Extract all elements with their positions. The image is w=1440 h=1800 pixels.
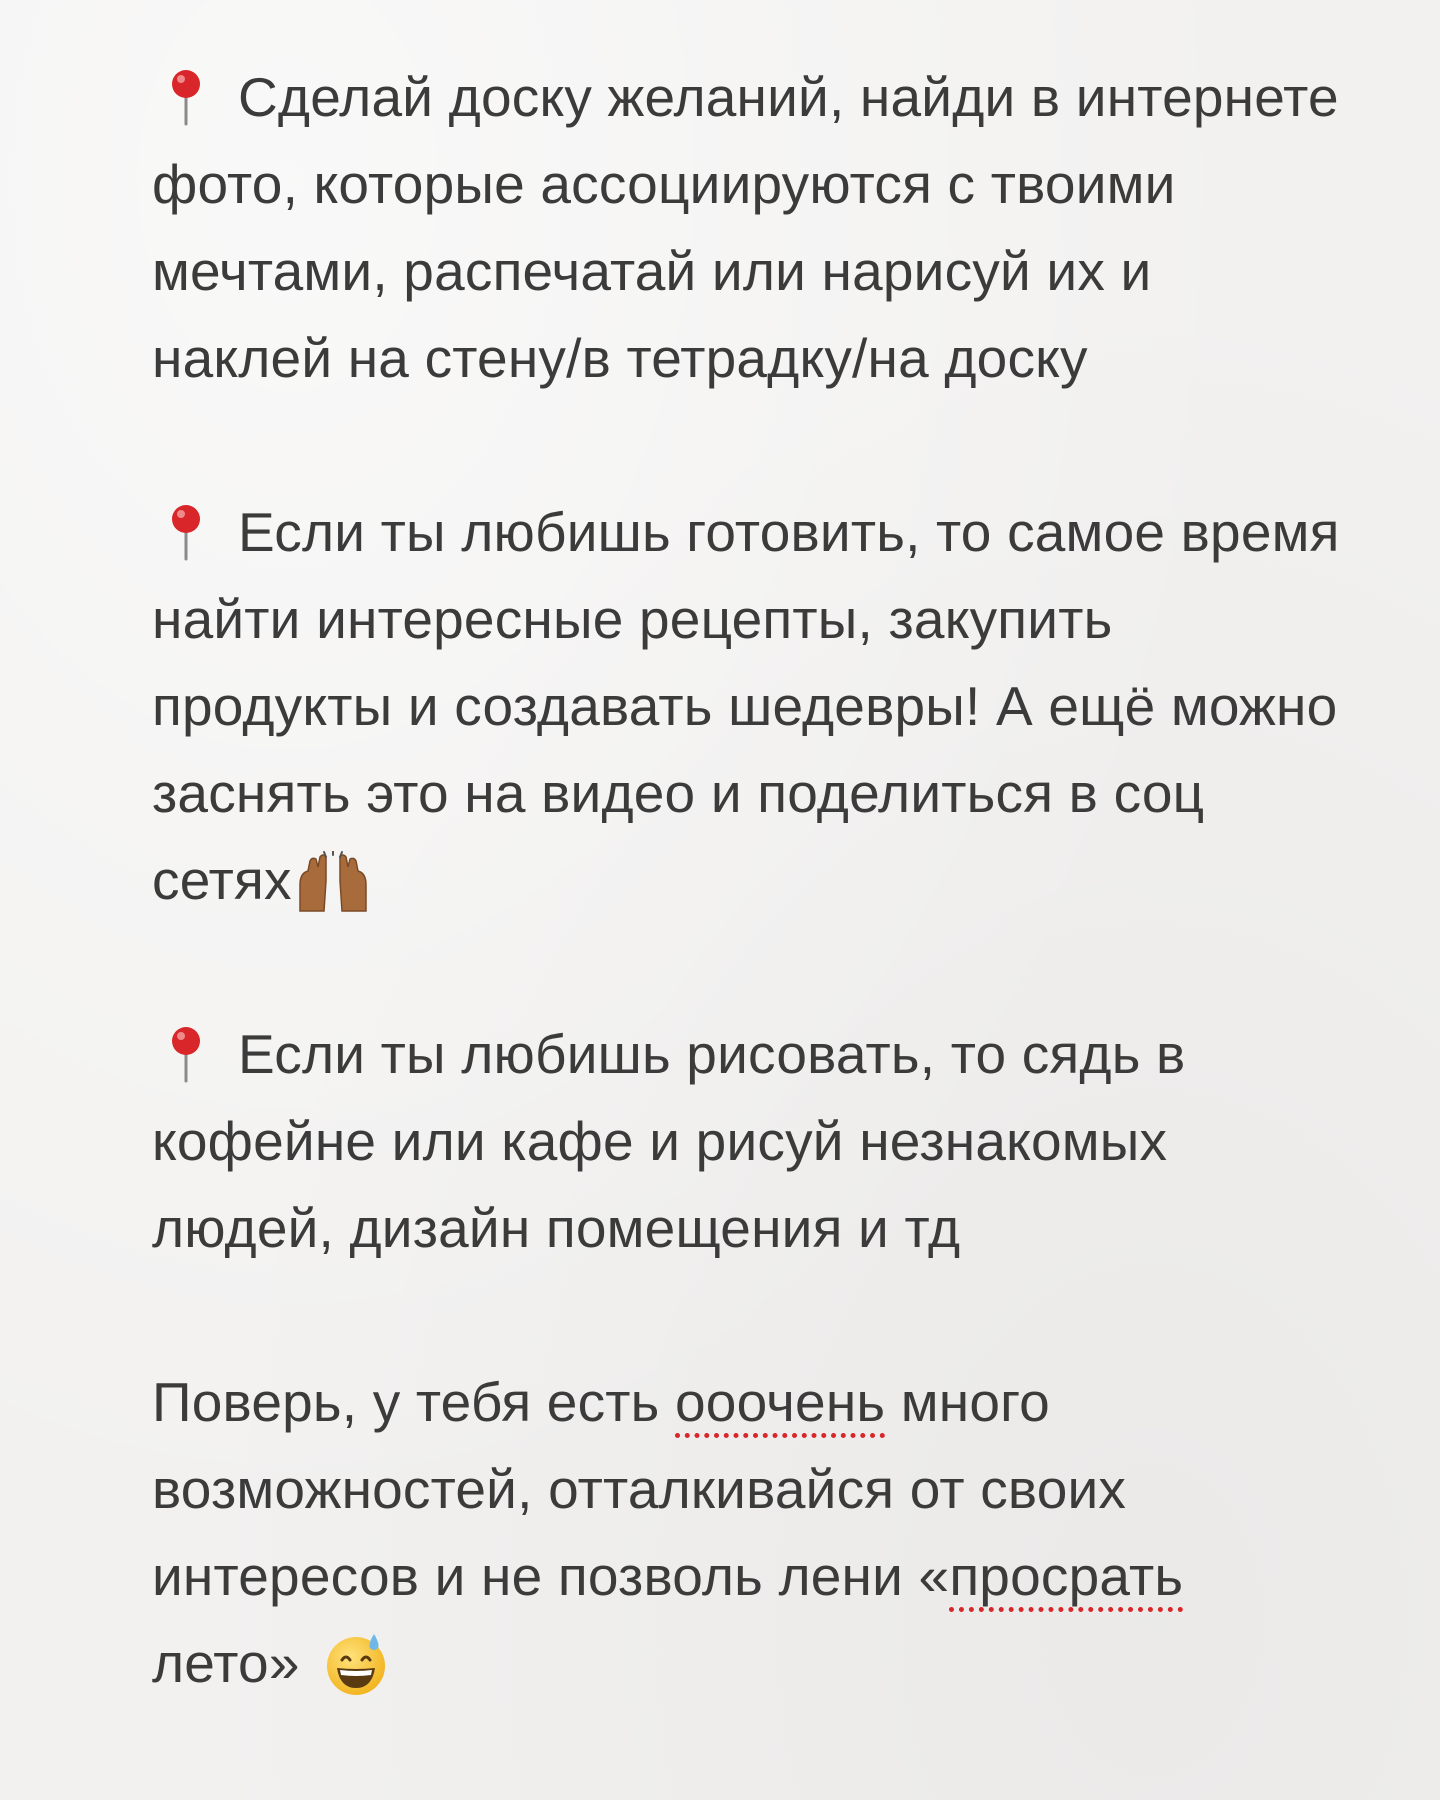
round-pushpin-icon — [168, 68, 204, 126]
paragraph-cooking — [152, 489, 1340, 924]
grinning-face-with-sweat-icon — [322, 1630, 390, 1698]
raising-hands-icon — [294, 851, 372, 913]
spellcheck-word[interactable]: ооочень — [675, 1371, 886, 1433]
paragraph-text: Если ты любишь готовить, то самое время найти интересные рецепты, закупить продукты и создавать шедевры! А ещё можно заснять это на видео и поделиться в соц сетях — [152, 501, 1340, 911]
paragraph-text: Сделай доску желаний, найди в интернете фото, которые ассоциируются с твоими мечтами, распечатай или нарисуй их и наклей на стену/в тетрадку/на доску — [152, 66, 1339, 389]
round-pushpin-icon — [168, 1025, 204, 1083]
paragraph-drawing — [152, 1011, 1340, 1272]
paragraph-text-part: много возможностей, отталкивайся от своих интересов и не позволь лени « — [152, 1371, 1127, 1607]
paragraph-vision-board — [152, 54, 1340, 402]
round-pushpin-icon — [168, 503, 204, 561]
paragraph-text: Если ты любишь рисовать, то сядь в кофейне или кафе и рисуй незнакомых людей, дизайн помещения и тд — [152, 1023, 1186, 1259]
paragraph-conclusion — [152, 1359, 1340, 1707]
spellcheck-word[interactable]: просрать — [949, 1545, 1184, 1607]
paragraph-text-part: Поверь, у тебя есть — [152, 1371, 676, 1433]
paragraph-text-part: лето» — [152, 1632, 300, 1694]
